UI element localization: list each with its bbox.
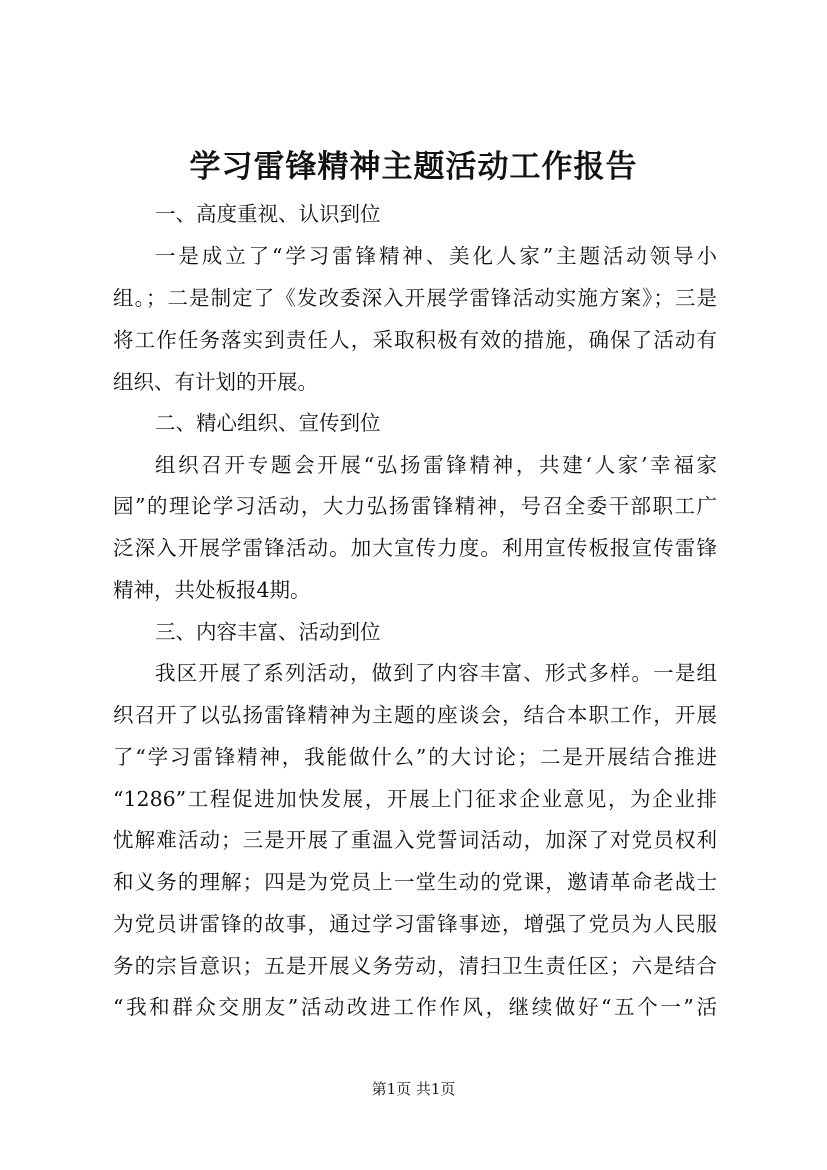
paragraph-line: 将工作任务落实到责任人，采取积极有效的措施，确保了活动有 [113, 328, 717, 352]
paragraph-line: 组织、有计划的开展。 [113, 370, 318, 394]
section-heading-3: 三、内容丰富、活动到位 [155, 620, 381, 644]
paragraph-line: 为党员讲雷锋的故事，通过学习雷锋事迹，增强了党员为人民服 [113, 912, 717, 936]
paragraph-line: 组织召开专题会开展“弘扬雷锋精神，共建‘人家’幸福家 [155, 453, 717, 477]
paragraph-line: 和义务的理解；四是为党员上一堂生动的党课，邀请革命老战士 [113, 870, 717, 894]
section-heading-1: 一、高度重视、认识到位 [155, 202, 381, 226]
paragraph-line: 务的宗旨意识；五是开展义务劳动，清扫卫生责任区；六是结合 [113, 954, 717, 978]
section-heading-2: 二、精心组织、宣传到位 [155, 411, 381, 435]
page-number-footer: 第1页 共1页 [371, 1080, 456, 1098]
paragraph-line: 我区开展了系列活动，做到了内容丰富、形式多样。一是组 [155, 661, 717, 685]
paragraph-line: “我和群众交朋友”活动改进工作作风，继续做好“五个一”活 [113, 995, 717, 1019]
paragraph-line: 了“学习雷锋精神，我能做什么”的大讨论；二是开展结合推进 [113, 745, 717, 769]
paragraph-line: 园”的理论学习活动，大力弘扬雷锋精神，号召全委干部职工广 [113, 494, 717, 518]
paragraph-line: 忧解难活动；三是开展了重温入党誓词活动，加深了对党员权利 [113, 828, 717, 852]
paragraph-line: 精神，共处板报4期。 [113, 578, 311, 602]
paragraph-line: 一是成立了“学习雷锋精神、美化人家”主题活动领导小 [155, 244, 717, 268]
paragraph-line: “1286”工程促进加快发展，开展上门征求企业意见，为企业排 [113, 787, 717, 811]
document-title: 学习雷锋精神主题活动工作报告 [189, 149, 638, 185]
paragraph-line: 组。；二是制定了《发改委深入开展学雷锋活动实施方案》；三是 [113, 286, 717, 310]
paragraph-line: 织召开了以弘扬雷锋精神为主题的座谈会，结合本职工作，开展 [113, 703, 717, 727]
paragraph-line: 泛深入开展学雷锋活动。加大宣传力度。利用宣传板报宣传雷锋 [113, 536, 717, 560]
